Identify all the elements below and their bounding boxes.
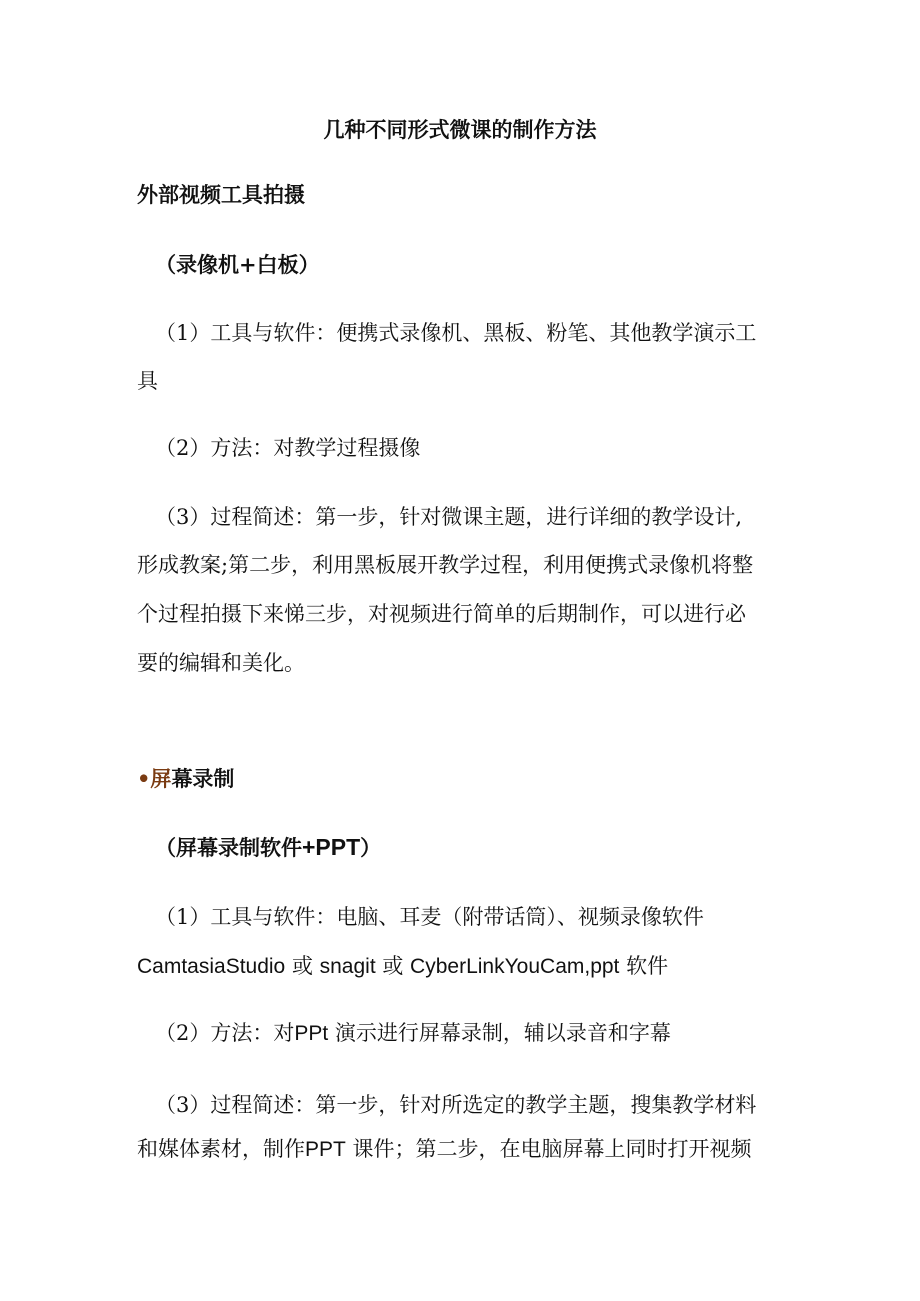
paragraph-method: （2）方法：对教学过程摄像	[155, 436, 421, 460]
process2-part-2: PPT	[305, 1138, 346, 1161]
section-subtitle-software-ppt	[155, 832, 381, 863]
paragraph-process-line-2: 形成教案;第二步，利用黑板展开教学过程，利用便携式录像机将整	[137, 553, 754, 577]
section-subtitle-camera-whiteboard: （录像机+白板）	[155, 252, 320, 277]
paragraph-process-line-1: （3）过程简述：第一步，针对微课主题，进行详细的教学设计,	[155, 505, 743, 529]
section-heading-rest: 幕录制	[171, 766, 235, 791]
paragraph-tools-line-1: （1）工具与软件：便携式录像机、黑板、粉笔、其他教学演示工	[155, 321, 757, 345]
conjunction-or-2: 或	[382, 954, 404, 978]
method2-part-3: 演示进行屏幕录制，辅以录音和字幕	[334, 1021, 671, 1045]
method2-part-2: PPt	[294, 1022, 329, 1045]
paragraph-tools2-line-2	[137, 951, 668, 982]
software-name-youcam-ppt: CyberLinkYouCam,ppt	[410, 955, 620, 978]
page-title: 几种不同形式微课的制作方法	[323, 117, 597, 142]
paragraph-tools2-line-1: （1）工具与软件：电脑、耳麦（附带话筒）、视频录像软件	[155, 905, 704, 929]
software-suffix: 软件	[626, 954, 669, 978]
process2-part-1: 和媒体素材，制作	[137, 1137, 305, 1161]
software-name-snagit: snagit	[319, 955, 376, 978]
paragraph-method2	[155, 1018, 671, 1049]
software-name-camtasia: CamtasiaStudio	[137, 955, 286, 978]
section-heading-screen-recording	[137, 764, 234, 794]
paragraph-process2-line-2	[137, 1134, 752, 1165]
subtitle-part-2: +PPT	[302, 834, 361, 860]
bullet-marker: •屏	[137, 766, 172, 791]
subtitle-part-3: ）	[360, 835, 382, 860]
method2-part-1: （2）方法：对	[155, 1021, 295, 1045]
paragraph-tools-line-2: 具	[137, 369, 158, 393]
paragraph-process-line-3: 个过程拍摄下来悌三步，对视频进行简单的后期制作，可以进行必	[137, 602, 746, 626]
section-heading-video-shooting: 外部视频工具拍摄	[137, 182, 305, 207]
subtitle-part-1: （屏幕录制软件	[155, 835, 302, 860]
paragraph-process-line-4: 要的编辑和美化。	[137, 651, 305, 675]
conjunction-or-1: 或	[291, 954, 313, 978]
paragraph-process2-line-1: （3）过程简述：第一步，针对所选定的教学主题，搜集教学材料	[155, 1093, 757, 1117]
process2-part-3: 课件；第二步，在电脑屏幕上同时打开视频	[352, 1137, 752, 1161]
